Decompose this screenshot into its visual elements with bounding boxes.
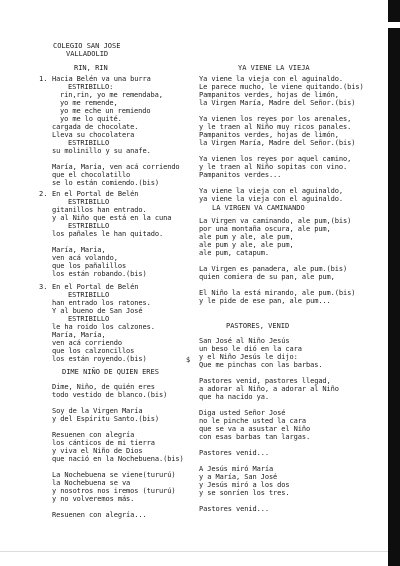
song-title: YA VIENE LA VIEJA [238, 64, 310, 72]
scan-border-gap [388, 22, 400, 28]
song-line: Diga usted Señor José [199, 409, 286, 417]
verse-line: le ha roido los calzones. [52, 323, 155, 331]
verse-line: los están royendo.(bis) [52, 355, 147, 363]
verse-line: yo me remende, [60, 99, 118, 107]
song-line: quien comiera de su pan, ale pum, [199, 273, 335, 281]
school-name: COLEGIO SAN JOSE [53, 42, 121, 50]
page-bottom-margin [0, 551, 388, 566]
song-line: y se sonríen los tres. [199, 489, 290, 497]
song-line: Pastores venid... [199, 505, 269, 513]
verse-line: gitanillos han entrado. [52, 206, 147, 214]
song-line: ale pum y ale, ale pum, [199, 233, 294, 241]
song-line: Resuenen con alegría... [52, 511, 147, 519]
verse-line: rin,rin, yo me remendaba, [60, 91, 163, 99]
song-line: que nació en la Nochebuena.(bis) [52, 455, 184, 463]
song-line: Soy de la Virgen María [52, 407, 143, 415]
verse-line: que el chocolatillo [52, 171, 131, 179]
song-line: y le pide de ese pan, ale pum... [199, 297, 331, 305]
song-line: y el Niño Jesús le dijo: [199, 353, 298, 361]
school-city: VALLADOLID [66, 50, 109, 58]
verse-line: y al Niño que está en la cuna [52, 214, 172, 222]
verse-line: los están robando.(bis) [52, 270, 147, 278]
verse-line: María, María, [52, 331, 106, 339]
verse-line: Y al bueno de San José [52, 307, 143, 315]
song-line: y no volveremos más. [52, 495, 135, 503]
song-line: Resuenen con alegría [52, 431, 135, 439]
song-line: La Virgen va caminando, ale pum,(bis) [199, 217, 352, 225]
verse-line: han entrado los ratones. [52, 299, 151, 307]
song-line: no le pinche usted la cara [199, 417, 306, 425]
verse-line: ESTRIBILLO [68, 222, 110, 230]
song-line: San José al Niño Jesús [199, 337, 290, 345]
song-line: y le traen al Niño muy ricos panales. [199, 123, 352, 131]
verse-number: 1. [39, 75, 48, 83]
song-line: un beso le dió en la cara [199, 345, 302, 353]
verse-number: 3. [39, 283, 48, 291]
verse-line: Lleva su chocolatera [52, 131, 135, 139]
song-line: Ya viene la vieja con el aguinaldo, [199, 187, 344, 195]
song-line: que ha nacido ya. [199, 393, 269, 401]
song-line: que se va a asustar el Niño [199, 425, 311, 433]
song-line: Pampanitos verdes, hojas de limón, [199, 131, 339, 139]
song-line: y Jesús miró a los dos [199, 481, 290, 489]
song-line: por una montaña oscura, ale pum, [199, 225, 331, 233]
song-line: y del Espíritu Santo.(bis) [52, 415, 159, 423]
verse-number: 2. [39, 190, 48, 198]
song-line: y a María, San José [199, 473, 278, 481]
verse-line: ESTRIBILLO: [68, 83, 114, 91]
song-line: La Virgen es panadera, ale pum.(bis) [199, 265, 348, 273]
song-title: LA VIRGEN VA CAMINANDO [212, 204, 305, 212]
verse-line: los pañales le han quitado. [52, 230, 164, 238]
song-line: Pastores venid... [199, 449, 269, 457]
verse-line: ESTRIBILLO [68, 198, 110, 206]
verse-line: María, María, ven acá corriendo [52, 163, 180, 171]
verse-line: María, María, [52, 246, 106, 254]
song-line: y nosotros nos iremos (tururú) [52, 487, 176, 495]
song-divider-mark: $ [186, 356, 191, 364]
song-line: Ya vienen los reyes por los arenales, [199, 115, 352, 123]
song-line: los cánticos de mi tierra [52, 439, 155, 447]
song-line: y le traen al Niño sopitas con vino. [199, 163, 348, 171]
verse-line: Hacia Belén va una burra [52, 75, 151, 83]
song-line: la Virgen María, Madre del Señor.(bis) [199, 139, 356, 147]
verse-line: yo me eche un remiendo [60, 107, 151, 115]
song-line: a adorar al Niño, a adorar al Niño [199, 385, 339, 393]
song-line: la Nochebuena se va [52, 479, 131, 487]
song-title: DIME NIÑO DE QUIEN ERES [62, 368, 159, 376]
scan-border [388, 0, 400, 566]
verse-line: cargada de chocolate. [52, 123, 139, 131]
song-line: con esas barbas tan largas. [199, 433, 311, 441]
verse-line: ven acá corriendo [52, 339, 122, 347]
verse-line: su molinillo y su anafe. [52, 147, 151, 155]
song-line: Pastores venid, pastores llegad, [199, 377, 331, 385]
verse-line: ESTRIBILLO [68, 315, 110, 323]
song-line: Le parece mucho, le viene quitando.(bis) [199, 83, 364, 91]
verse-line: ESTRIBILLO [68, 291, 110, 299]
song-line: y viva el Niño de Dios [52, 447, 143, 455]
song-line: ale pum y ale, ale pum, [199, 241, 294, 249]
song-line: todo vestido de blanco.(bis) [52, 391, 168, 399]
song-title: PASTORES, VENID [226, 322, 290, 330]
song-line: La Nochebuena se viene(tururú) [52, 471, 176, 479]
song-line: Ya vienen los reyes por aquel camino, [199, 155, 352, 163]
song-line: Ya viene la vieja con el aguinaldo. [199, 75, 344, 83]
song-line: Que me pinchas con las barbas. [199, 361, 323, 369]
song-line: Pampanitos verdes, hojas de limón, [199, 91, 339, 99]
verse-line: ESTRIBILLO [68, 139, 110, 147]
verse-line: En el Portal de Belén [52, 190, 139, 198]
verse-line: ven acá volando, [52, 254, 118, 262]
song-line: El Niño la está mirando, ale pum.(bis) [199, 289, 356, 297]
song-line: ya viene la vieja con el aguinaldo. [199, 195, 344, 203]
verse-line: En el Portal de Belén [52, 283, 139, 291]
verse-line: que los pañalillos [52, 262, 127, 270]
verse-line: se lo están comiendo.(bis) [52, 179, 159, 187]
song-line: ale pum, catapum. [199, 249, 269, 257]
song-line: A Jesús miró María [199, 465, 274, 473]
song-line: la Virgen María, Madre del Señor.(bis) [199, 99, 356, 107]
song-line: Dime, Niño, de quién eres [52, 383, 155, 391]
song-line: Pampanitos verdes... [199, 171, 282, 179]
song-title-rin-rin: RIN, RIN [74, 64, 108, 72]
verse-line: yo me lo quité. [60, 115, 122, 123]
verse-line: que los calzoncillos [52, 347, 135, 355]
